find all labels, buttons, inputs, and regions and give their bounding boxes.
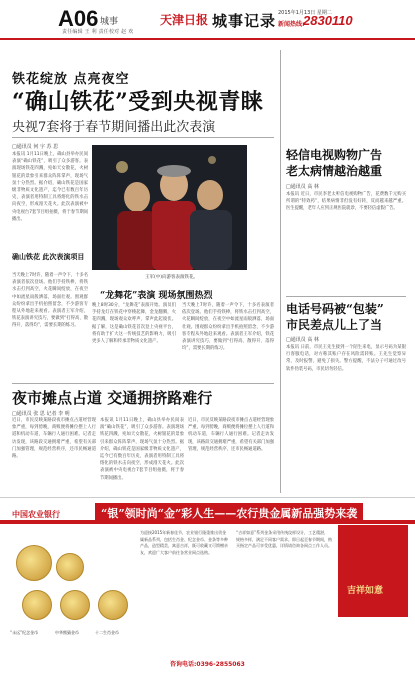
hotline-label: 新闻热线: (278, 21, 305, 28)
ad-phone: 咨询电话:0396-2855063 (170, 661, 245, 668)
photo-caption: 王军(中)向游客表演铁花。 (145, 275, 199, 280)
night-market-headline: 夜市摊点占道 交通拥挤路难行 (12, 389, 213, 407)
right2-byline: □通讯员 高 林 (286, 337, 319, 343)
night-market-byline: □通讯员 张 思 记者 李 明 (12, 411, 70, 417)
right2-body: 本报讯 日前，市民王先生接到一个陌生来电，显示号码为某银行客服电话，对方称其账户存在风险需转账。王先生觉察异常，及时报警，避免了损失。警方提醒，不法分子可通过改号软件伪装号码，市民切勿轻信。 (286, 345, 406, 372)
night-col-b: 本报讯 1月11日晚上，确山县举办民间表演“确山铁花”，吸引了众多游客。表演现场铁花四溅，宛如天女散花，火树银花的景象引来群众阵阵掌声，现场气氛十分热烈。据介绍，确山铁花是国家级非物质文化遗产，迄今已有数百年历史，表演者用特制工具将熔化的铁水击向夜空，形成漫天花火。此次表演被中央电视台7套节目组拍摄，将于春节期间播出。 (100, 418, 184, 481)
bank-logo: 中国农业银行 (12, 510, 60, 519)
coin-label: “永远”纪念金币 (10, 630, 39, 635)
right1-headline-l1: 轻信电视购物广告 (286, 148, 383, 162)
gold-coin-icon (98, 590, 128, 620)
performers-photo-icon (92, 145, 247, 270)
intro-head: 确山铁花 此次表演项目 (12, 252, 85, 261)
main-photo (92, 145, 247, 270)
page-number: A06 (58, 6, 99, 31)
night-col-c: 近日，市民反映某路段夜市摊点占道经营现象严重，每到傍晚，商贩便将摊位摆上人行道和机动车道，车辆行人通行困难。记者走访发现，该路段交通拥堵严重，希望有关部门加强管理，规范经营秩序，还市民畅通道路。 (188, 418, 274, 452)
edition-label: 城事 (100, 17, 119, 27)
main-subhead: 央视7套将于春节期间播出此次表演 (12, 120, 216, 135)
ad-body-a: 为迎接2015年新春佳节，农业银行隆重推出贵金属新品系列，包括生肖金、纪念金币、金条等多种产品，造型精美，寓意吉祥，既可收藏又可馈赠亲友，欢迎广大客户前往各营业网点选购。 (140, 530, 228, 555)
mid-head: “龙舞花”表演 现场氛围热烈 (100, 291, 213, 301)
paper-logo: 天津日报 (160, 13, 209, 27)
gift-text: 吉祥如意 (347, 586, 384, 596)
night-col-a: 近日，市民反映某路段夜市摊点占道经营现象严重，每到傍晚，商贩便将摊位摆上人行道和机动车道，车辆行人通行困难。记者走访发现，该路段交通拥堵严重，希望有关部门加强管理，规范经营秩序，还市民畅通道路。 (12, 418, 96, 460)
main-kicker: 铁花绽放 点亮夜空 (12, 72, 130, 87)
gold-coin-icon (60, 590, 90, 620)
gift-box-image (338, 525, 408, 617)
editors-line: 责任编辑 王 利 责任校对 赵 欢 (62, 29, 134, 35)
column-divider (280, 50, 281, 493)
date-line: 2015年1月13日 星期二 (278, 10, 332, 16)
main-col-c2: 当天晚上7时许，随着一声令下，十多名表演者依次登场。他们手持铁棒，将铁水击打到高空，火花瞬间绽放，在夜空中如流星雨般洒落，场面壮观。围观群众纷纷拿出手机拍照留念，不少游客专程从外地赶来观看。表演者王军介绍，铁花表演讲究技巧，要做到“打得高、散得开、落得均”，需要长期的练习。 (182, 303, 274, 352)
coin-label: 中华熊猫金币 (55, 630, 79, 635)
gold-coin-icon (22, 590, 52, 620)
right1-body: 本报讯 近日，市民李老太听信电视购物广告，花费数千元购买所谓的“特效药”，结果病情非但没有好转，反而越来越严重。医生提醒，老年人应到正规医院就诊，不要轻信虚假广告。 (286, 192, 406, 212)
right1-byline: □通讯员 高 林 (286, 184, 319, 190)
ad-body-b: “吉祥如意”系列金条采用传统纹样设计，工艺精湛，规格多样，满足不同客户需求。即日起至春节期间，购买指定产品可享受优惠，详情请咨询各网点工作人员。 (236, 530, 332, 548)
main-byline: □通讯员 何 宇 苏 思 (12, 144, 59, 150)
main-col-c: 晚上8时30分，“龙舞花”表演开始。演员们手持龙灯在铁花中穿梭起舞，金龙翻腾，火花四溅，现场观众欢呼声、掌声此起彼伏。据了解，这是确山铁花首次登上央视平台，将有助于扩大这一传统技艺的影响力，吸引更多人了解和传承非物质文化遗产。 (92, 303, 176, 345)
divider (12, 137, 274, 138)
coin-label: 十二生肖金币 (95, 630, 119, 635)
ad-banner (0, 520, 415, 524)
right1-headline-l2: 老太病情越治越重 (286, 164, 383, 178)
right2-headline-l2: 市民差点儿上了当 (286, 318, 383, 332)
divider (12, 383, 274, 384)
gold-coin-icon (56, 553, 84, 581)
divider (286, 296, 406, 297)
hotline-number: 2830110 (303, 13, 353, 28)
main-headline: “确山铁花”受到央视青睐 (12, 89, 264, 115)
right2-headline-l1: 电话号码被“包装” (286, 302, 384, 316)
section-title: 城事记录 (212, 12, 277, 30)
ad-title: “银”领时尚“金”彩人生——农行贵金属新品强势来袭 (95, 503, 363, 523)
main-col-a: 本报讯 1月11日晚上，确山县举办民间表演“确山铁花”，吸引了众多游客。表演现场铁花四溅，宛如天女散花，火树银花的景象引来群众阵阵掌声，现场气氛十分热烈。据介绍，确山铁花是国家级非物质文化遗产，迄今已有数百年历史，表演者用特制工具将熔化的铁水击向夜空，形成漫天花火。此次表演被中央电视台7套节目组拍摄，将于春节期间播出。 (12, 152, 88, 222)
gold-coin-icon (16, 545, 52, 581)
main-col-b: 当天晚上7时许，随着一声令下，十多名表演者依次登场。他们手持铁棒，将铁水击打到高空，火花瞬间绽放，在夜空中如流星雨般洒落，场面壮观。围观群众纷纷拿出手机拍照留念，不少游客专程从外地赶来观看。表演者王军介绍，铁花表演讲究技巧，要做到“打得高、散得开、落得均”，需要长期的练习。 (12, 273, 88, 329)
